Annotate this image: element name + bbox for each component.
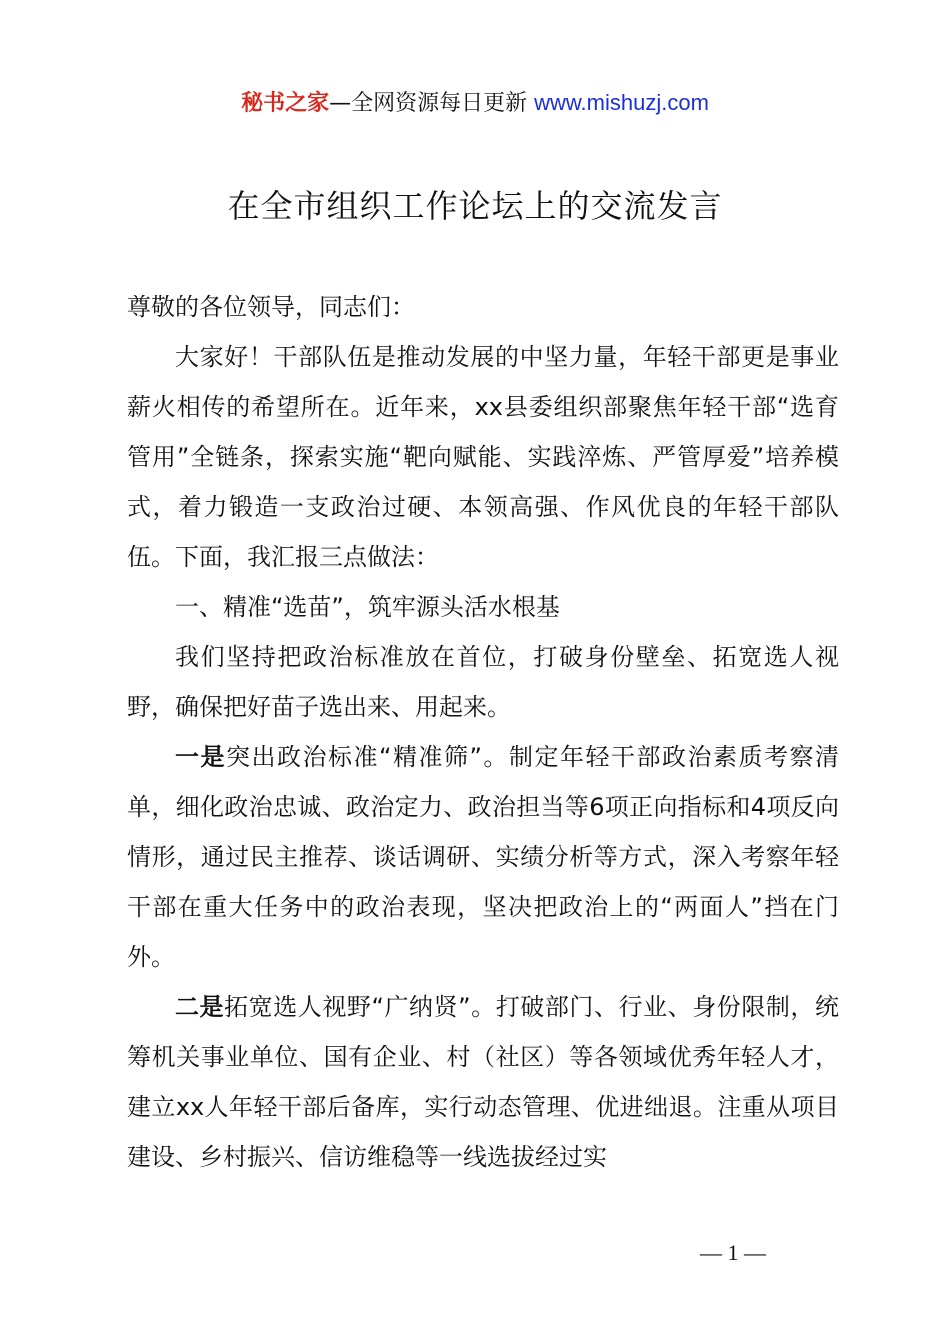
section-heading: 一、精准“选苗”，筑牢源头活水根基: [175, 593, 560, 621]
page-number: — 1 —: [700, 1240, 766, 1265]
point-one-paragraph: [127, 732, 839, 982]
site-brand-name: 秘书之家: [241, 91, 330, 116]
point-two-lead: 二是: [175, 993, 225, 1021]
point-one-lead: 一是: [175, 743, 227, 771]
point-one-text: 突出政治标准“精准筛”。制定年轻干部政治素质考察清单，细化政治忠诚、政治定力、政治担当等6项正向指标和4项反向情形，通过民主推荐、谈话调研、实绩分析等方式，深入考察年轻干部在重大任务中的政治表现，坚决把政治上的“两面人”挡在门外。: [127, 743, 839, 971]
point-two-text: 拓宽选人视野“广纳贤”。打破部门、行业、身份限制，统筹机关事业单位、国有企业、村（社区）等各领域优秀年轻人才，建立xx人年轻干部后备库，实行动态管理、优进绌退。注重从项目建设、乡村振兴、信访维稳等一线选拔经过实: [127, 993, 839, 1171]
document-title: 在全市组织工作论坛上的交流发言: [227, 187, 723, 225]
section-intro-paragraph: 我们坚持把政治标准放在首位，打破身份壁垒、拓宽选人视野，确保把好苗子选出来、用起来。: [127, 643, 839, 721]
document-body: [127, 282, 839, 1182]
salutation: 尊敬的各位领导，同志们：: [127, 293, 415, 321]
site-tagline: —全网资源每日更新: [329, 91, 535, 116]
site-header-banner: [0, 88, 950, 119]
point-two-paragraph: [127, 982, 839, 1182]
site-url-link[interactable]: www.mishuzj.com: [534, 90, 709, 115]
intro-paragraph: 大家好！干部队伍是推动发展的中坚力量，年轻干部更是事业薪火相传的希望所在。近年来，xx县委组织部聚焦年轻干部“选育管用”全链条，探索实施“靶向赋能、实践淬炼、严管厚爱”培养模式，着力锻造一支政治过硬、本领高强、作风优良的年轻干部队伍。下面，我汇报三点做法：: [127, 343, 839, 571]
